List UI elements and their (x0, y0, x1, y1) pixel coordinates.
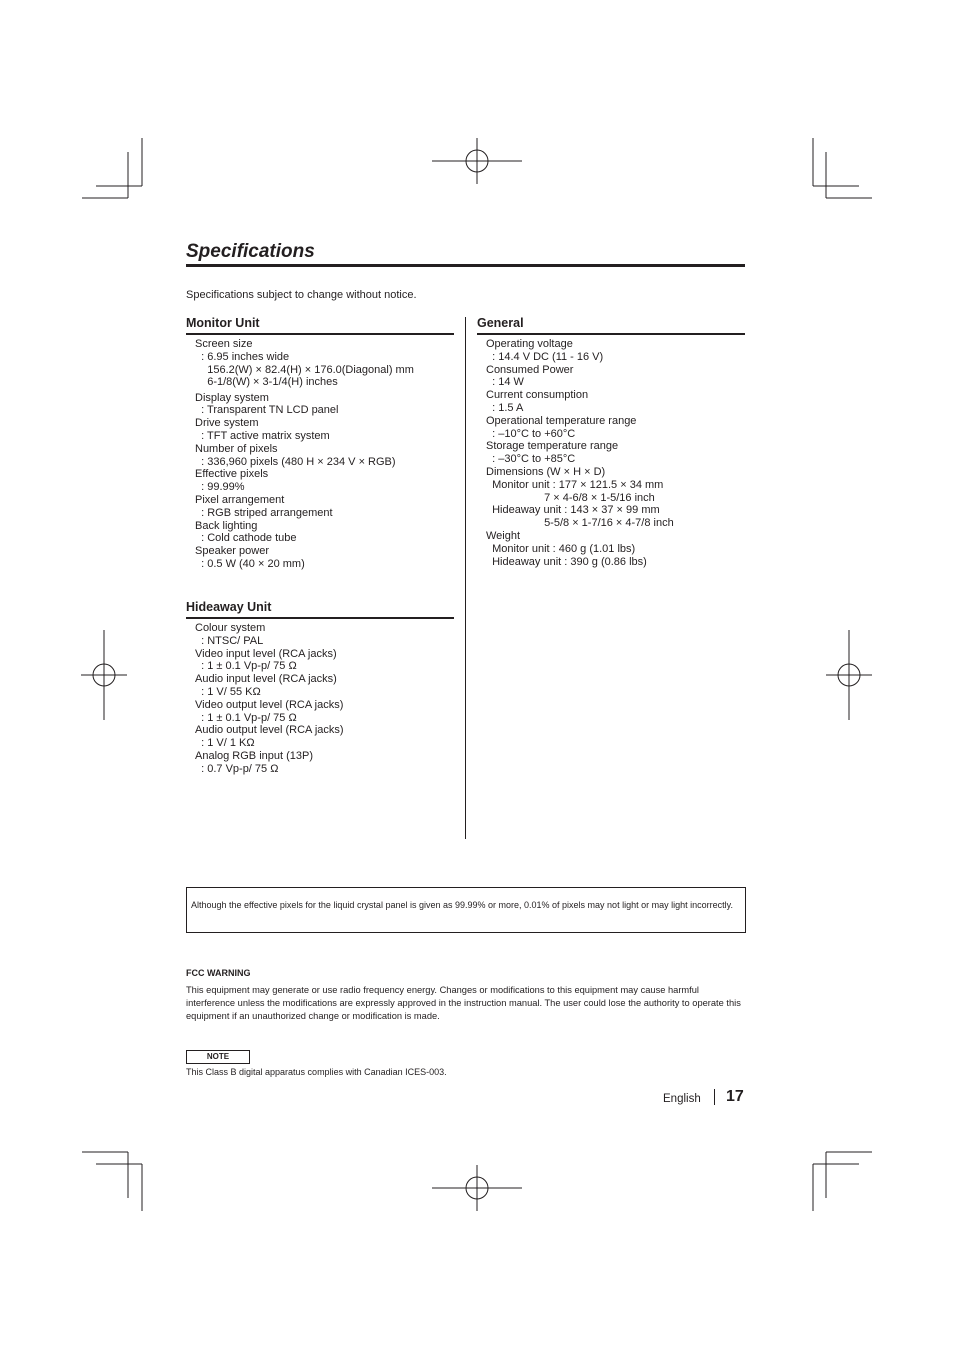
spec-line: Video output level (RCA jacks) (195, 698, 344, 711)
spec-line: Current consumption (486, 389, 589, 402)
spec-line: : –10°C to +60°C (486, 427, 576, 440)
footer-language: English (663, 1093, 701, 1105)
footer-separator (714, 1089, 715, 1105)
spec-line: Dimensions (W × H × D) (486, 465, 606, 478)
fcc-warning-text: This equipment may generate or use radio frequency energy. Changes or modifications to this equipment may cause harmful interference unless the modifications are expressly approved in the instruction manual. The user could lose the authority to operate this equipment if an unauthorized change or modification is made. (186, 985, 741, 1021)
spec-line: : NTSC/ PAL (195, 634, 264, 647)
spec-line: Hideaway unit : 390 g (0.86 lbs) (486, 555, 647, 568)
spec-line: : 99.99% (195, 481, 245, 494)
spec-line: Effective pixels (195, 468, 269, 481)
title-rule (186, 264, 745, 267)
spec-line: : 336,960 pixels (480 H × 234 V × RGB) (195, 455, 396, 468)
spec-line: Number of pixels (195, 442, 278, 455)
spec-line: : 1 V/ 55 KΩ (195, 685, 261, 698)
hideaway-unit-rule (186, 617, 454, 619)
spec-line: Audio input level (RCA jacks) (195, 673, 337, 686)
general-heading: General (477, 316, 524, 330)
registration-target-left (81, 630, 127, 720)
spec-line: : –30°C to +85°C (486, 453, 576, 466)
registration-target-bottom (432, 1165, 522, 1211)
spec-line: Video input level (RCA jacks) (195, 647, 337, 660)
spec-line: 5-5/8 × 1-7/16 × 4-7/8 inch (486, 517, 674, 530)
spec-line: : 14 W (486, 376, 524, 389)
registration-target-top (432, 138, 522, 184)
spec-line: Operating voltage (486, 338, 573, 350)
monitor-unit-specs (195, 338, 414, 571)
spec-line: : 14.4 V DC (11 - 16 V) (486, 350, 604, 363)
note-label: NOTE (186, 1050, 250, 1064)
spec-line: Colour system (195, 622, 266, 634)
spec-line: Weight (486, 529, 521, 542)
spec-line: Back lighting (195, 519, 258, 532)
hideaway-unit-heading: Hideaway Unit (186, 600, 272, 614)
page-title: Specifications (186, 241, 315, 262)
pixel-note-text: Although the effective pixels for the liquid crystal panel is given as 99.99% or more, 0.01% of pixels may not light or may light incorrectly. (191, 900, 733, 910)
spec-line: Audio output level (RCA jacks) (195, 724, 344, 737)
fcc-warning-heading: FCC WARNING (186, 968, 251, 978)
spec-line: Monitor unit : 460 g (1.01 lbs) (486, 542, 636, 555)
spec-line: Monitor unit : 177 × 121.5 × 34 mm (486, 478, 664, 491)
spec-line: : 6.95 inches wide (195, 350, 290, 363)
spec-line: : RGB striped arrangement (195, 506, 333, 519)
general-specs (486, 338, 674, 568)
change-notice: Specifications subject to change without notice. (186, 289, 417, 301)
spec-line: Operational temperature range (486, 414, 637, 427)
hideaway-unit-specs (195, 622, 344, 776)
spec-line: Drive system (195, 417, 259, 430)
page-number: 17 (726, 1088, 744, 1105)
monitor-unit-rule (186, 333, 454, 335)
spec-line: : 0.7 Vp-p/ 75 Ω (195, 762, 279, 775)
pixel-note-box (186, 887, 746, 933)
general-rule (477, 333, 745, 335)
spec-line: 156.2(W) × 82.4(H) × 176.0(Diagonal) mm (195, 363, 414, 376)
spec-line: Screen size (195, 338, 253, 350)
spec-line: Hideaway unit : 143 × 37 × 99 mm (486, 504, 660, 517)
spec-line: : Cold cathode tube (195, 532, 297, 545)
spec-line: : 1 V/ 1 KΩ (195, 737, 255, 750)
spec-line: Analog RGB input (13P) (195, 749, 314, 762)
registration-target-right (826, 630, 872, 720)
spec-line: Consumed Power (486, 363, 574, 376)
spec-line: 6-1/8(W) × 3-1/4(H) inches (195, 376, 338, 389)
spec-line: Pixel arrangement (195, 493, 285, 506)
ices-compliance-text: This Class B digital apparatus complies with Canadian ICES-003. (186, 1067, 447, 1077)
spec-line: : Transparent TN LCD panel (195, 404, 339, 417)
spec-line: : 1.5 A (486, 401, 524, 414)
spec-line: 7 × 4-6/8 × 1-5/16 inch (486, 491, 655, 504)
spec-line: Display system (195, 391, 269, 404)
spec-line: : 1 ± 0.1 Vp-p/ 75 Ω (195, 711, 297, 724)
spec-line: Storage temperature range (486, 440, 619, 453)
spec-line: : TFT active matrix system (195, 429, 330, 442)
monitor-unit-heading: Monitor Unit (186, 316, 260, 330)
spec-line: : 1 ± 0.1 Vp-p/ 75 Ω (195, 660, 297, 673)
spec-line: Speaker power (195, 545, 269, 558)
column-divider (465, 317, 466, 839)
spec-line: : 0.5 W (40 × 20 mm) (195, 557, 305, 570)
